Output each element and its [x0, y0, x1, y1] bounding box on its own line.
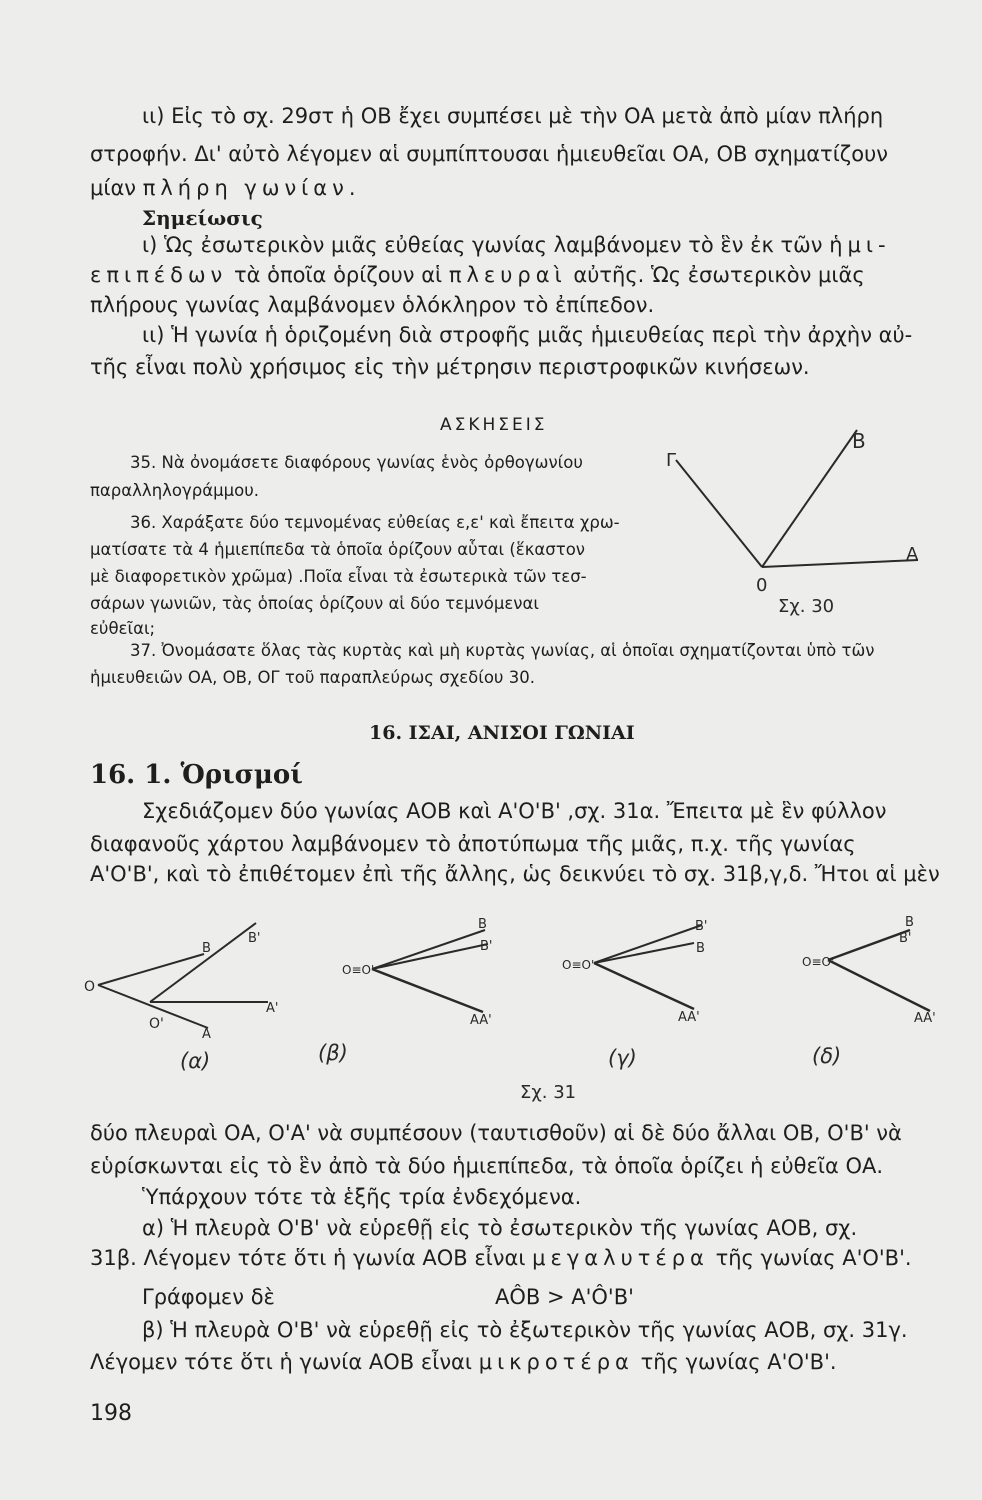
exercise-35: 35. Νὰ ὀνομάσετε διαφόρους γωνίας ἑνὸς ὀρθογωνίου [130, 453, 583, 472]
label: AA' [470, 1013, 492, 1028]
figure-31-d [802, 915, 936, 1068]
emphasis-text: πλήρη γωνίαν. [142, 176, 361, 200]
text-line: α) Ἡ πλευρὰ Ο'Β' νὰ εὑρεθῇ εἰς τὸ ἐσωτερικὸν τῆς γωνίας ΑΟΒ, σχ. [142, 1216, 858, 1240]
exercises-title: ΑΣΚΗΣΕΙΣ [440, 415, 548, 435]
label: AA' [678, 1010, 700, 1025]
text-line: Γράφομεν δὲ [142, 1285, 275, 1309]
emphasis-text: πλευραὶ [448, 263, 567, 287]
text-fragment: ι) Ὡς ἐσωτερικὸν μιᾶς εὐθείας γωνίας λαμβάνομεν τὸ ἓν ἐκ τῶν [142, 233, 823, 257]
text-line: εὑρίσκωνται εἰς τὸ ἓν ἀπὸ τὰ δύο ἡμιεπίπεδα, τὰ ὁποῖα ὁρίζει ἡ εὐθεῖα ΟΑ. [90, 1154, 884, 1178]
label: B [478, 917, 487, 932]
text-line: Α'Ο'Β', καὶ τὸ ἐπιθέτομεν ἐπὶ τῆς ἄλλης, ὡς δεικνύει τὸ σχ. 31β,γ,δ. Ἤτοι αἱ μὲν [90, 862, 940, 886]
note-title: Σημείωσις [142, 206, 263, 230]
part-label: (γ) [608, 1046, 637, 1070]
text-line: Ὑπάρχουν τότε τὰ ἑξῆς τρία ἐνδεχόμενα. [142, 1185, 582, 1209]
exercise-36: 36. Χαράξατε δύο τεμνομένας εὐθείας ε,ε' καὶ ἔπειτα χρω- [130, 513, 620, 532]
exercise-37: 37. Ὀνομάσατε ὅλας τὰς κυρτὰς καὶ μὴ κυρτὰς γωνίας, αἱ ὁποῖαι σχηματίζονται ὑπὸ τῶν [130, 641, 875, 660]
label: B [202, 941, 211, 956]
label: B [696, 941, 705, 956]
label: A [202, 1027, 211, 1042]
label: B' [248, 931, 261, 946]
label: B' [480, 939, 493, 954]
text-line: σάρων γωνιῶν, τὰς ὁποίας ὁρίζουν αἱ δύο τεμνόμεναι [90, 594, 539, 613]
part-label: (α) [180, 1049, 211, 1073]
text-line: τῆς εἶναι πολὺ χρήσιμος εἰς τὴν μέτρησιν περιστροφικῶν κινήσεων. [90, 355, 810, 379]
label: O≡O' [562, 958, 595, 972]
text-line [90, 1243, 912, 1274]
label-g: Γ [666, 450, 677, 471]
text-fragment: μίαν [90, 176, 137, 200]
text-line: β) Ἡ πλευρὰ Ο'Β' νὰ εὑρεθῇ εἰς τὸ ἐξωτερικὸν τῆς γωνίας ΑΟΒ, σχ. 31γ. [142, 1318, 908, 1342]
text-line: δύο πλευραὶ ΟΑ, Ο'Α' νὰ συμπέσουν (ταυτισθοῦν) αἱ δὲ δύο ἄλλαι ΟΒ, Ο'Β' νὰ [90, 1121, 902, 1145]
label-b: B [852, 429, 866, 453]
label: B' [899, 931, 912, 946]
emphasis-text: ἡμι- [829, 233, 891, 257]
text-fragment: τὰ ὁποῖα ὁρίζουν αἱ [233, 263, 443, 287]
label-a: A [906, 544, 919, 565]
text-line: παραλληλογράμμου. [90, 481, 260, 500]
text-line: ιι) Ἡ γωνία ἡ ὁριζομένη διὰ στροφῆς μιᾶς ἡμιευθείας περὶ τὴν ἀρχὴν αὐ- [142, 323, 913, 347]
figure-31-b [318, 917, 493, 1065]
figure-caption: Σχ. 30 [778, 596, 835, 617]
figure-31-g [562, 919, 708, 1070]
text-line: ιι) Εἰς τὸ σχ. 29στ ἡ ΟΒ ἔχει συμπέσει μὲ τὴν ΟΑ μετὰ ἀπὸ μίαν πλήρη [142, 104, 884, 128]
page-number: 198 [90, 1401, 132, 1426]
ray [372, 930, 485, 969]
label: A' [266, 1001, 279, 1016]
label: O [84, 979, 96, 995]
subsection-title: 16. 1. Ὁρισμοί [90, 760, 303, 790]
text-line [90, 1347, 837, 1378]
emphasis-text: μικροτέρα [478, 1350, 634, 1374]
text-line: διαφανοῦς χάρτου λαμβάνομεν τὸ ἀποτύπωμα τῆς μιᾶς, π.χ. τῆς γωνίας [90, 832, 856, 856]
label-o: 0 [756, 575, 768, 596]
text-fragment: τῆς γωνίας Α'Ο'Β'. [715, 1246, 912, 1270]
text-fragment: αὐτῆς. Ὡς ἐσωτερικὸν μιᾶς [573, 263, 865, 287]
text-line: ματίσατε τὰ 4 ἡμιεπίπεδα τὰ ὁποῖα ὁρίζουν αὗται (ἕκαστον [90, 540, 585, 559]
text-line: εὐθεῖαι; [90, 619, 156, 638]
text-line: μὲ διαφορετικὸν χρῶμα) .Ποῖα εἶναι τὰ ἐσωτερικὰ τῶν τεσ- [90, 567, 587, 586]
text-line: Σχεδιάζομεν δύο γωνίας ΑΟΒ καὶ Α'Ο'Β' ,σχ. 31α. Ἔπειτα μὲ ἓν φύλλον [142, 799, 887, 823]
ray [372, 969, 483, 1012]
label: B [905, 915, 914, 930]
ray [828, 960, 930, 1011]
text-line: στροφήν. Δι' αὐτὸ λέγομεν αἱ συμπίπτουσαι ἡμιευθεῖαι ΟΑ, ΟΒ σχηματίζουν [90, 142, 888, 166]
label: AA' [914, 1011, 936, 1026]
label: B' [695, 919, 708, 934]
ray [150, 923, 256, 1002]
text-fragment: τῆς γωνίας Α'Ο'Β'. [640, 1350, 837, 1374]
part-label: (β) [318, 1041, 348, 1065]
section-title: 16. ΙΣΑΙ, ΑΝΙΣΟΙ ΓΩΝΙΑΙ [369, 722, 635, 744]
label: O≡O' [342, 963, 375, 977]
ray [828, 930, 910, 960]
text-line: ἡμιευθειῶν ΟΑ, ΟΒ, ΟΓ τοῦ παραπλεύρως σχεδίου 30. [90, 668, 535, 687]
text-fragment: Λέγομεν τότε ὅτι ἡ γωνία ΑΟΒ εἶναι [90, 1350, 473, 1374]
ray [98, 954, 204, 985]
formula: ΑÔΒ > Α'Ô'Β' [495, 1285, 634, 1309]
emphasis-text: μεγαλυτέρα [532, 1246, 709, 1270]
figure-caption: Σχ. 31 [520, 1082, 577, 1103]
emphasis-text: επιπέδων [90, 263, 228, 287]
ray [594, 963, 694, 1009]
ray [372, 944, 488, 969]
label: O' [149, 1016, 164, 1032]
part-label: (δ) [812, 1044, 842, 1068]
text-line: πλήρους γωνίας λαμβάνομεν ὁλόκληρον τὸ ἐπίπεδον. [90, 293, 655, 317]
text-fragment: 31β. Λέγομεν τότε ὅτι ἡ γωνία ΑΟΒ εἶναι [90, 1246, 526, 1270]
label: O≡O' [802, 955, 835, 969]
figure-31-a [84, 923, 278, 1073]
